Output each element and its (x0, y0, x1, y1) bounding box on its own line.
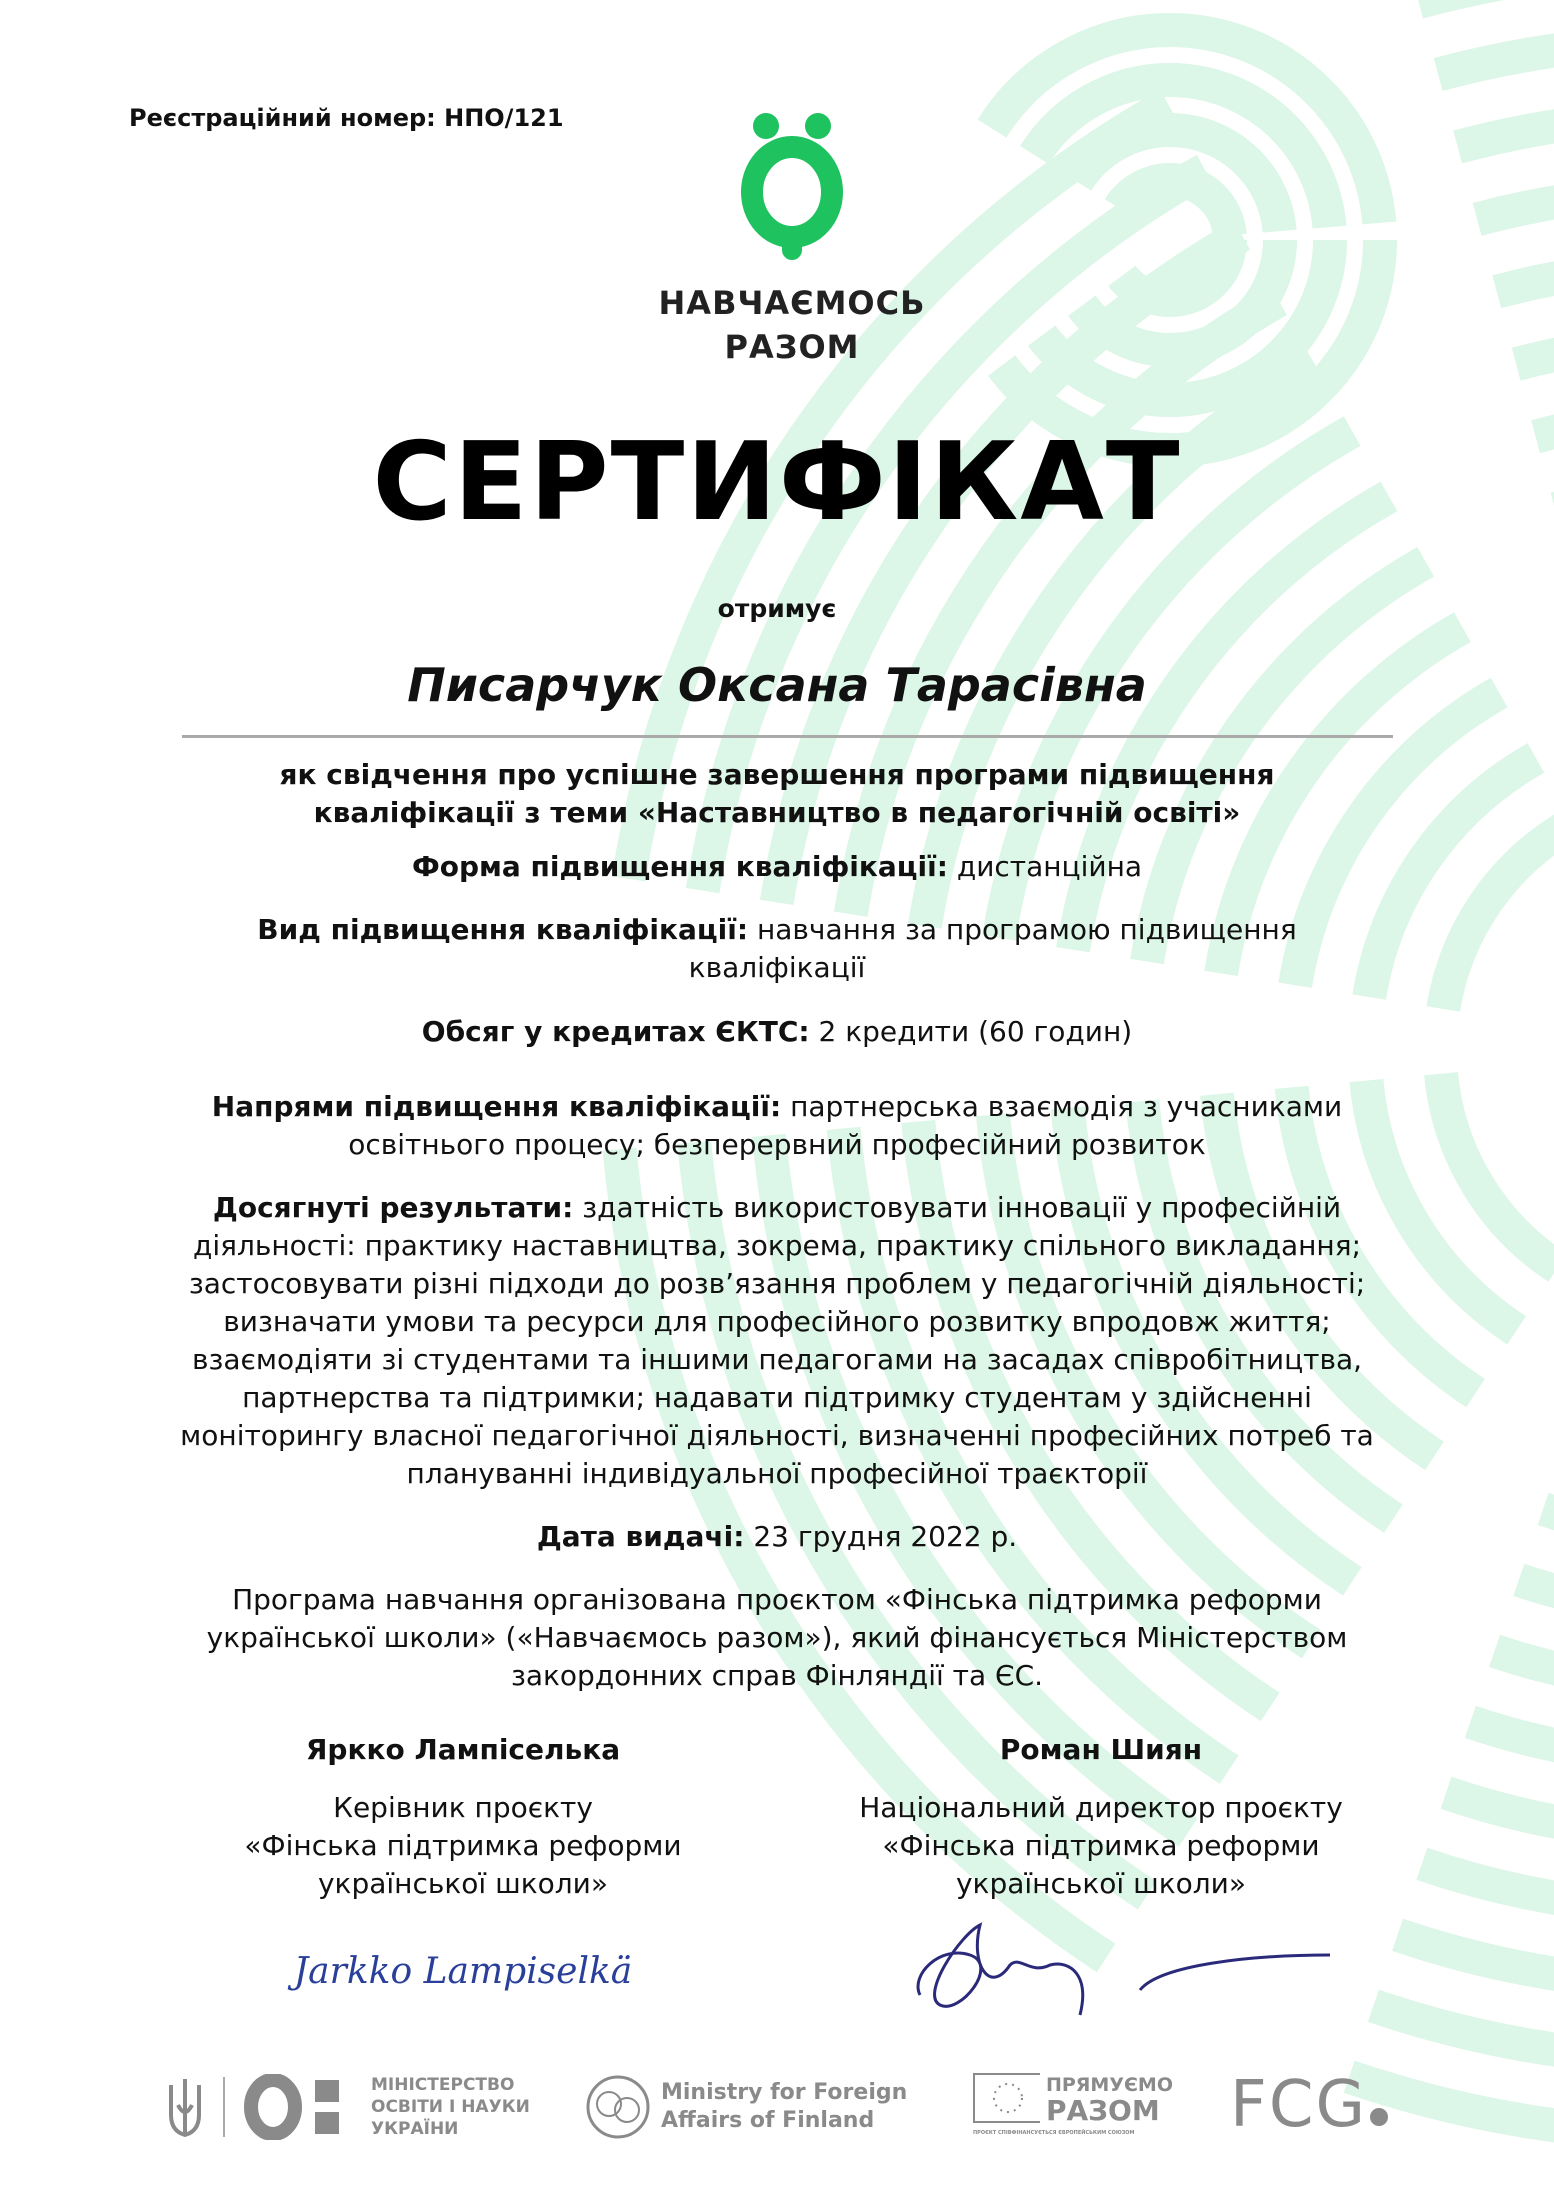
signatory-name: Роман Шиян (999, 1733, 1203, 1766)
field-form (0, 848, 1554, 886)
program-note (0, 1581, 1554, 1695)
field-value: освітнього процесу; безперервний професійний розвиток (348, 1128, 1206, 1161)
field-type (0, 911, 1554, 987)
logo-text: МІНІСТЕРСТВО (371, 2075, 515, 2095)
field-directions (0, 1088, 1554, 1164)
field-label: Обсяг у кредитах ЄКТС: (421, 1015, 810, 1048)
field-value: 2 кредити (60 годин) (818, 1015, 1133, 1048)
note-line: закордонних справ Фінляндії та ЄС. (510, 1659, 1044, 1692)
logo-text: УКРАЇНИ (371, 2119, 459, 2139)
field-value: плануванні індивідуальної професійної траєкторії (406, 1457, 1148, 1490)
signatory-role: Керівник проєкту (333, 1791, 593, 1824)
brand-logo (658, 112, 926, 369)
statement (0, 756, 1554, 832)
logo-text: РАЗОМ (1045, 2094, 1160, 2127)
field-results (0, 1189, 1554, 1493)
field-value: визначати умови та ресурси для професійного розвитку впродовж життя; (223, 1305, 1331, 1338)
eu-flag-icon (973, 2073, 1040, 2123)
field-value: дистанційна (956, 850, 1143, 883)
logo-text: FCG (1230, 2068, 1368, 2142)
signatory-role: української школи» (955, 1867, 1246, 1900)
registration-number: Реєстраційний номер: НПО/121 (129, 104, 564, 132)
logo-text: ОСВІТИ І НАУКИ (371, 2097, 530, 2117)
signatory-name: Яркко Лампіселька (305, 1733, 621, 1766)
signatory-2 (801, 1731, 1401, 1903)
logo-text: ПРОЄКТ СПІВФІНАНСУЄТЬСЯ ЄВРОПЕЙСЬКИМ СОЮЗОМ (973, 2130, 1135, 2136)
brand-name-line2: РАЗОМ (724, 328, 860, 366)
signature: Jarkko Lampiselkä (293, 1951, 633, 1992)
logo-text: Affairs of Finland (661, 2108, 875, 2133)
statement-line: кваліфікації з теми «Наставництво в педагогічній освіті» (313, 796, 1241, 829)
logo-text: Ministry for Foreign (661, 2080, 908, 2105)
field-value: взаємодіяти зі студентами та іншими педагогами на засадах співробітництва, (191, 1343, 1363, 1376)
field-value: діяльності: практику наставництва, зокрема, практику спільного викладання; (192, 1229, 1362, 1262)
brand-logo-mark-icon (692, 112, 892, 277)
field-value: навчання за програмою підвищення (756, 913, 1297, 946)
field-value: партнерства та підтримки; надавати підтримку студентам у здійсненні (242, 1381, 1312, 1414)
note-line: української школи» («Навчаємось разом»), який фінансується Міністерством (206, 1621, 1348, 1654)
receives-label: отримує (717, 594, 837, 623)
field-value: партнерська взаємодія з учасниками (790, 1090, 1343, 1123)
mon-logo-mark-icon (243, 2074, 353, 2140)
certificate-title: СЕРТИФІКАТ (372, 420, 1182, 545)
signatory-role: «Фінська підтримка реформи (244, 1829, 682, 1862)
signature-drawing (900, 1915, 1350, 2025)
trident-icon (165, 2075, 205, 2139)
logo-mon (165, 2072, 530, 2142)
name-underline (182, 735, 1393, 738)
field-volume (0, 1013, 1554, 1051)
logo-eu (973, 2072, 1173, 2136)
field-label: Досягнуті результати: (212, 1191, 574, 1224)
logo-text: ПРЯМУЄМО (1045, 2074, 1173, 2096)
field-label: Напрями підвищення кваліфікації: (211, 1090, 782, 1123)
logo-fcg (1230, 2068, 1388, 2142)
field-date (0, 1518, 1554, 1556)
logo-finland-mfa (585, 2072, 907, 2142)
field-value: моніторингу власної педагогічної діяльності, визначенні професійних потреб та (180, 1419, 1374, 1452)
field-value: застосовувати різні підходи до розв’язання проблем у педагогічній діяльності; (188, 1267, 1366, 1300)
field-label: Дата видачі: (536, 1520, 745, 1553)
field-value: 23 грудня 2022 р. (753, 1520, 1018, 1553)
signatory-role: Національний директор проєкту (859, 1791, 1343, 1824)
field-value: кваліфікації (688, 951, 866, 984)
field-value: здатність використовувати інновації у професійній (582, 1191, 1342, 1224)
brand-name-line1: НАВЧАЄМОСЬ (658, 284, 926, 322)
note-line: Програма навчання організована проєктом «Фінська підтримка реформи (232, 1583, 1322, 1616)
finland-emblem-icon (585, 2074, 651, 2140)
signatory-role: української школи» (317, 1867, 608, 1900)
statement-line: як свідчення про успішне завершення програми підвищення (279, 758, 1275, 791)
signatory-1 (163, 1731, 763, 1991)
recipient-name: Писарчук Оксана Тарасівна (407, 658, 1147, 712)
field-label: Вид підвищення кваліфікації: (257, 913, 749, 946)
fcg-dot-icon (1370, 2108, 1388, 2126)
signatory-role: «Фінська підтримка реформи (882, 1829, 1320, 1862)
field-label: Форма підвищення кваліфікації: (411, 850, 948, 883)
